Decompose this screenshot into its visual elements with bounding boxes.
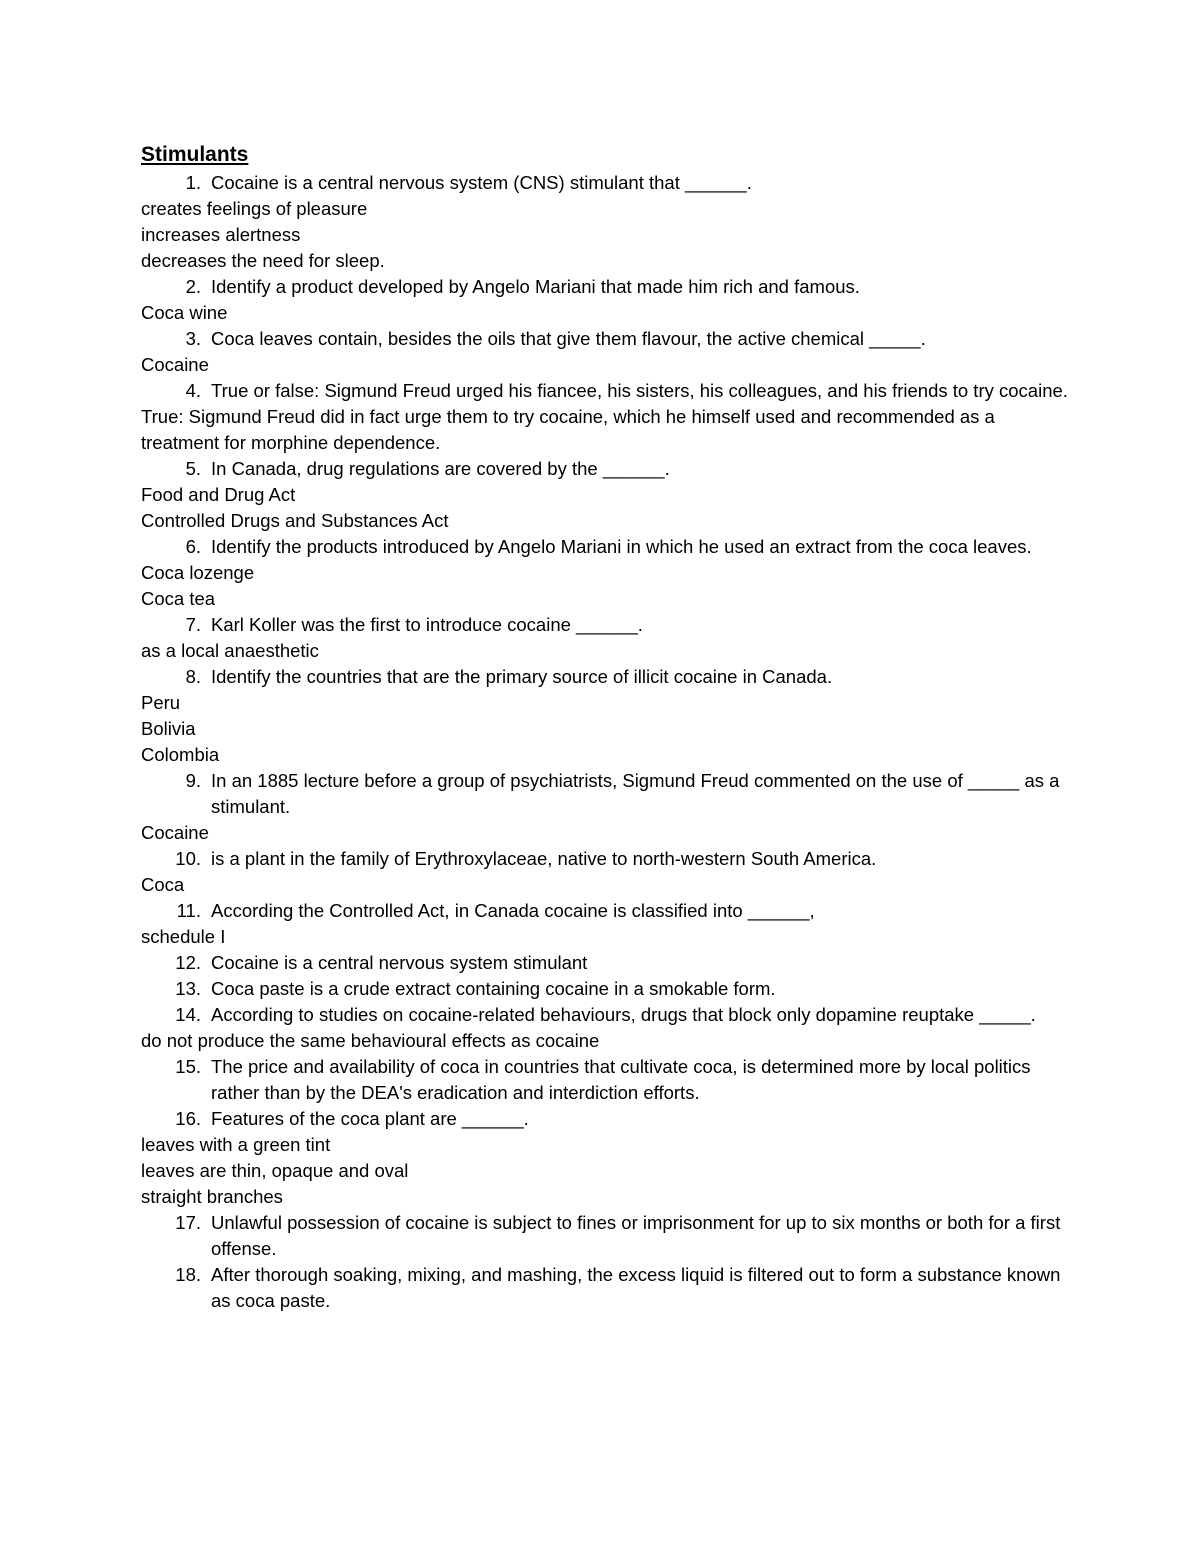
question-text: After thorough soaking, mixing, and mashing, the excess liquid is filtered out to form a substance known as coca paste. xyxy=(211,1264,1061,1311)
question-item xyxy=(141,1106,1071,1132)
question-number: 15. xyxy=(175,1056,201,1077)
question-number: 13. xyxy=(175,978,201,999)
answer-text: as a local anaesthetic xyxy=(141,640,319,661)
question-item xyxy=(141,1210,1071,1262)
question-number: 14. xyxy=(175,1004,201,1025)
question-text: Unlawful possession of cocaine is subject to fines or imprisonment for up to six months or both for a first offense. xyxy=(211,1212,1061,1259)
answer-text: Food and Drug Act xyxy=(141,484,296,505)
question-number: 12. xyxy=(175,952,201,973)
answer-text: Coca xyxy=(141,874,185,895)
question-list xyxy=(141,170,1071,1314)
question-item xyxy=(141,1262,1071,1314)
question-item xyxy=(141,378,1071,404)
answer-text: Coca tea xyxy=(141,588,216,609)
answer-text: do not produce the same behavioural effects as cocaine xyxy=(141,1030,600,1051)
answer-text: Cocaine xyxy=(141,822,209,843)
page-title: Stimulants xyxy=(141,143,249,166)
answer-text: Coca lozenge xyxy=(141,562,255,583)
answer-text: Peru xyxy=(141,692,181,713)
question-number: 18. xyxy=(175,1264,201,1285)
question-text: In Canada, drug regulations are covered by the ______. xyxy=(211,458,670,479)
question-item xyxy=(141,950,1071,976)
question-text: In an 1885 lecture before a group of psychiatrists, Sigmund Freud commented on the use of _____ as a stimulant. xyxy=(211,770,1060,817)
question-number: 2. xyxy=(185,276,201,297)
question-item xyxy=(141,170,1071,196)
question-number: 5. xyxy=(185,458,201,479)
question-text: Identify the countries that are the primary source of illicit cocaine in Canada. xyxy=(211,666,833,687)
question-text: Cocaine is a central nervous system (CNS) stimulant that ______. xyxy=(211,172,752,193)
question-number: 16. xyxy=(175,1108,201,1129)
question-item xyxy=(141,768,1071,820)
question-item xyxy=(141,534,1071,560)
question-text: Cocaine is a central nervous system stimulant xyxy=(211,952,588,973)
question-item xyxy=(141,274,1071,300)
answer-text: Controlled Drugs and Substances Act xyxy=(141,510,449,531)
question-number: 11. xyxy=(176,900,201,921)
question-item xyxy=(141,326,1071,352)
question-item xyxy=(141,664,1071,690)
answer-text: leaves are thin, opaque and oval xyxy=(141,1160,409,1181)
question-number: 3. xyxy=(185,328,201,349)
document-content xyxy=(141,140,1071,1314)
question-number: 17. xyxy=(175,1212,201,1233)
question-number: 6. xyxy=(185,536,201,557)
answer-text: decreases the need for sleep. xyxy=(141,250,385,271)
question-number: 10. xyxy=(175,848,201,869)
question-text: Features of the coca plant are ______. xyxy=(211,1108,529,1129)
question-number: 1. xyxy=(185,172,201,193)
question-text: Identify a product developed by Angelo Mariani that made him rich and famous. xyxy=(211,276,860,297)
answer-text: Bolivia xyxy=(141,718,196,739)
question-item xyxy=(141,1054,1071,1106)
question-item xyxy=(141,976,1071,1002)
question-text: According the Controlled Act, in Canada cocaine is classified into ______, xyxy=(211,900,815,921)
question-item xyxy=(141,898,1071,924)
answer-text: Cocaine xyxy=(141,354,209,375)
question-text: According to studies on cocaine-related behaviours, drugs that block only dopamine reuptake _____. xyxy=(211,1004,1036,1025)
question-text: Coca paste is a crude extract containing cocaine in a smokable form. xyxy=(211,978,776,999)
question-text: Coca leaves contain, besides the oils that give them flavour, the active chemical _____. xyxy=(211,328,926,349)
answer-text: Coca wine xyxy=(141,302,228,323)
question-number: 9. xyxy=(185,770,201,791)
answer-text: Colombia xyxy=(141,744,220,765)
question-item xyxy=(141,612,1071,638)
question-text: is a plant in the family of Erythroxylaceae, native to north-western South America. xyxy=(211,848,877,869)
question-item xyxy=(141,456,1071,482)
answer-text: increases alertness xyxy=(141,224,301,245)
answer-text: creates feelings of pleasure xyxy=(141,198,368,219)
question-text: The price and availability of coca in countries that cultivate coca, is determined more by local politics rather than by the DEA's eradication and interdiction efforts. xyxy=(211,1056,1031,1103)
answer-text: schedule I xyxy=(141,926,226,947)
answer-text: True: Sigmund Freud did in fact urge them to try cocaine, which he himself used and recommended as a treatment for morphine dependence. xyxy=(141,406,995,453)
question-text: Karl Koller was the first to introduce cocaine ______. xyxy=(211,614,643,635)
answer-text: leaves with a green tint xyxy=(141,1134,331,1155)
question-number: 7. xyxy=(185,614,201,635)
question-item xyxy=(141,1002,1071,1028)
answer-text: straight branches xyxy=(141,1186,283,1207)
question-text: Identify the products introduced by Angelo Mariani in which he used an extract from the coca leaves. xyxy=(211,536,1032,557)
question-number: 8. xyxy=(185,666,201,687)
question-text: True or false: Sigmund Freud urged his fiancee, his sisters, his colleagues, and his friends to try cocaine. xyxy=(211,380,1068,401)
question-number: 4. xyxy=(185,380,201,401)
question-item xyxy=(141,846,1071,872)
